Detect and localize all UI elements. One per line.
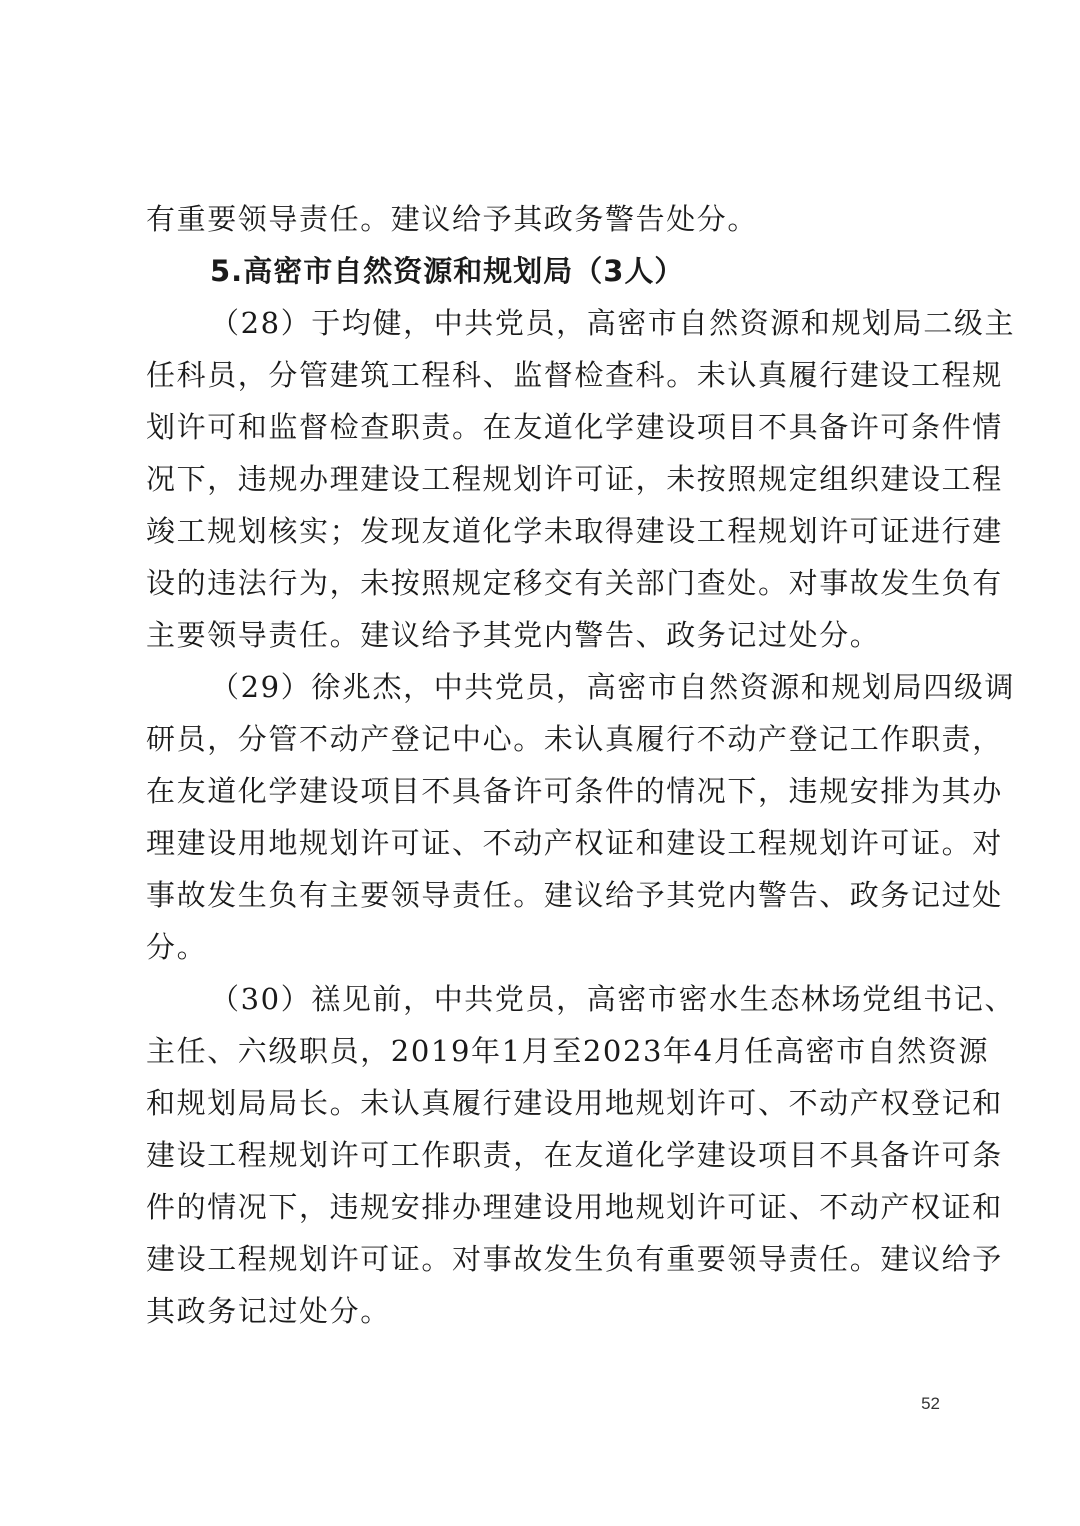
paragraph-line: 主任、六级职员，2019年1月至2023年4月任高密市自然资源 [146,1034,990,1068]
section-heading: 5.高密市自然资源和规划局（3人） [210,254,685,288]
paragraph-line: 研员，分管不动产登记中心。未认真履行不动产登记工作职责， [146,722,1003,756]
paragraph-line: 主要领导责任。建议给予其党内警告、政务记过处分。 [146,618,881,652]
paragraph-line: 其政务记过处分。 [146,1294,391,1328]
carryover-line: 有重要领导责任。建议给予其政务警告处分。 [146,202,759,236]
paragraph-line: 理建设用地规划许可证、不动产权证和建设工程规划许可证。对 [146,826,1003,860]
paragraph-line: 建设工程规划许可证。对事故发生负有重要领导责任。建议给予 [146,1242,1003,1276]
paragraph-line: （28）于均健，中共党员，高密市自然资源和规划局二级主 [210,306,1016,340]
page-number: 52 [921,1394,940,1413]
paragraph-line: 事故发生负有主要领导责任。建议给予其党内警告、政务记过处 [146,878,1003,912]
paragraph-line: 和规划局局长。未认真履行建设用地规划许可、不动产权登记和 [146,1086,1003,1120]
paragraph-line: 任科员，分管建筑工程科、监督检查科。未认真履行建设工程规 [146,358,1003,392]
paragraph-line: 建设工程规划许可工作职责，在友道化学建设项目不具备许可条 [146,1138,1003,1172]
paragraph-line: 在友道化学建设项目不具备许可条件的情况下，违规安排为其办 [146,774,1003,808]
paragraph-line: 件的情况下，违规安排办理建设用地规划许可证、不动产权证和 [146,1190,1003,1224]
paragraph-line: 划许可和监督检查职责。在友道化学建设项目不具备许可条件情 [146,410,1003,444]
paragraph-line: 设的违法行为，未按照规定移交有关部门查处。对事故发生负有 [146,566,1003,600]
paragraph-line: 竣工规划核实；发现友道化学未取得建设工程规划许可证进行建 [146,514,1003,548]
paragraph-line: （30）禚见前，中共党员，高密市密水生态林场党组书记、 [210,982,1016,1016]
paragraph-line: 分。 [146,930,208,964]
paragraph-line: （29）徐兆杰，中共党员，高密市自然资源和规划局四级调 [210,670,1016,704]
paragraph-line: 况下，违规办理建设工程规划许可证，未按照规定组织建设工程 [146,462,1003,496]
